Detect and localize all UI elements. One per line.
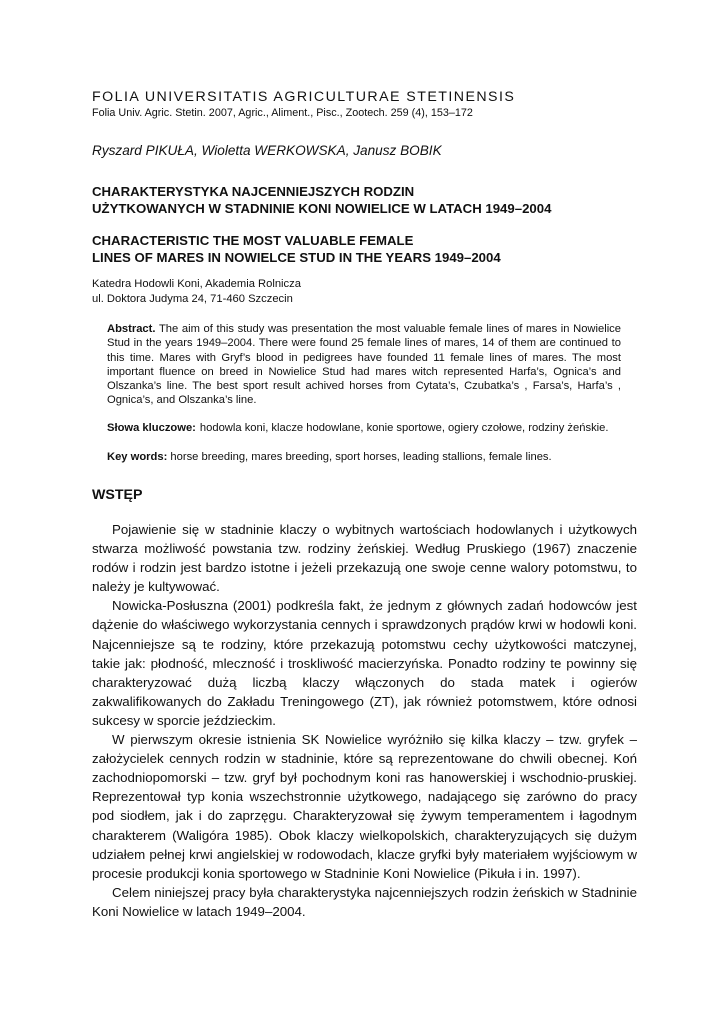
keywords-polish	[107, 421, 621, 435]
title-english	[92, 232, 637, 266]
paragraph: Pojawienie się w stadninie klaczy o wybitnych wartościach hodowlanych i użytkowych stwarza możliwość powstania tzw. rodziny żeńskiej. Według Pruskiego (1967) znaczenie rodów i rodzin jest bardzo istotne i jeżeli przekazują one swoje cenne walory potomstwu, to należy je kultywować.	[92, 522, 637, 595]
abstract	[107, 322, 621, 408]
keywords-polish-text: hodowla koni, klacze hodowlane, konie sportowe, ogiery czołowe, rodziny żeńskie.	[199, 422, 609, 434]
title-polish-line-2: UŻYTKOWANYCH W STADNINIE KONI NOWIELICE W LATACH 1949–2004	[92, 201, 552, 216]
paragraph: Celem niniejszej pracy była charakterystyka najcenniejszych rodzin żeńskich w Stadninie Koni Nowielice w latach 1949–2004.	[92, 884, 637, 919]
title-english-line-2: LINES OF MARES IN NOWIELCE STUD IN THE YEARS 1949–2004	[92, 250, 501, 265]
affiliation-line-1: Katedra Hodowli Koni, Akademia Rolnicza	[92, 278, 301, 290]
paragraph: Nowicka-Posłuszna (2001) podkreśla fakt, że jednym z głównych zadań hodowców jest dążenie do właściwego wykorzystania cennych i sprawdzonych prądów krwi w hodowli koni. Najcenniejsze są te rodziny, które przekazują potomstwu cechy użytkowości matczynej, takie jak: płodność, mleczność i troskliwość macierzyńska. Ponadto rodziny te powinny się charakteryzować dużą liczbą klaczy włączonych do stada matek i ogierów zakwalifikowanych do Zakładu Treningowego (ZT), jak również potomstwem, które odnosi sukcesy w sporcie jeździeckim.	[92, 598, 637, 728]
title-polish	[92, 183, 637, 217]
title-polish-line-1: CHARAKTERYSTYKA NAJCENNIEJSZYCH RODZIN	[92, 184, 415, 199]
keywords-english	[107, 450, 621, 464]
title-english-line-1: CHARACTERISTIC THE MOST VALUABLE FEMALE	[92, 233, 414, 248]
keywords-polish-label: Słowa kluczowe:	[107, 422, 196, 434]
journal-name: FOLIA UNIVERSITATIS AGRICULTURAE STETINENSIS	[92, 89, 516, 105]
abstract-label: Abstract.	[107, 323, 156, 335]
section-heading: WSTĘP	[92, 487, 143, 503]
journal-citation: Folia Univ. Agric. Stetin. 2007, Agric., Aliment., Pisc., Zootech. 259 (4), 153–172	[92, 107, 473, 119]
affiliation	[92, 277, 301, 306]
body-text	[92, 520, 637, 921]
authors: Ryszard PIKUŁA, Wioletta WERKOWSKA, Janusz BOBIK	[92, 143, 442, 158]
affiliation-line-2: ul. Doktora Judyma 24, 71-460 Szczecin	[92, 292, 293, 305]
keywords-english-label: Key words:	[107, 451, 168, 463]
abstract-text: The aim of this study was presentation the most valuable female lines of mares in Nowielice Stud in the years 1949–2004. There were found 25 female lines of mares, 14 of them are continued to this time. Mares with Gryf’s blood in pedigrees have founded 11 female lines of mares. The most important fluence on breed in Nowielice Stud had mares witch represented Harfa’s, Ognica’s and Olszanka’s line. The best sport result achived horses from Cytata’s, Czubatka’s , Farsa’s, Harfa’s , Ognica’s, and Olszanka’s line.	[107, 323, 621, 407]
keywords-english-text: horse breeding, mares breeding, sport horses, leading stallions, female lines.	[170, 451, 552, 463]
paragraph: W pierwszym okresie istnienia SK Nowielice wyróżniło się kilka klaczy – tzw. gryfek – założycielek cennych rodzin w stadninie, które są reprezentowane do chwili obecnej. Koń zachodniopomorski – tzw. gryf był pochodnym koni ras hanowerskiej i wschodnio-pruskiej. Reprezentował typ konia wszechstronnie użytkowego, nadającego się zarówno do pracy pod siodłem, jak i do zaprzęgu. Charakteryzował się żywym temperamentem i łagodnym charakterem (Waligóra 1985). Obok klaczy wielkopolskich, charakteryzujących się dużym udziałem pełnej krwi angielskiej w rodowodach, klacze gryfki były materiałem wyjściowym w procesie produkcji konia sportowego w Stadninie Koni Nowielice (Pikuła i in. 1997).	[92, 732, 637, 881]
